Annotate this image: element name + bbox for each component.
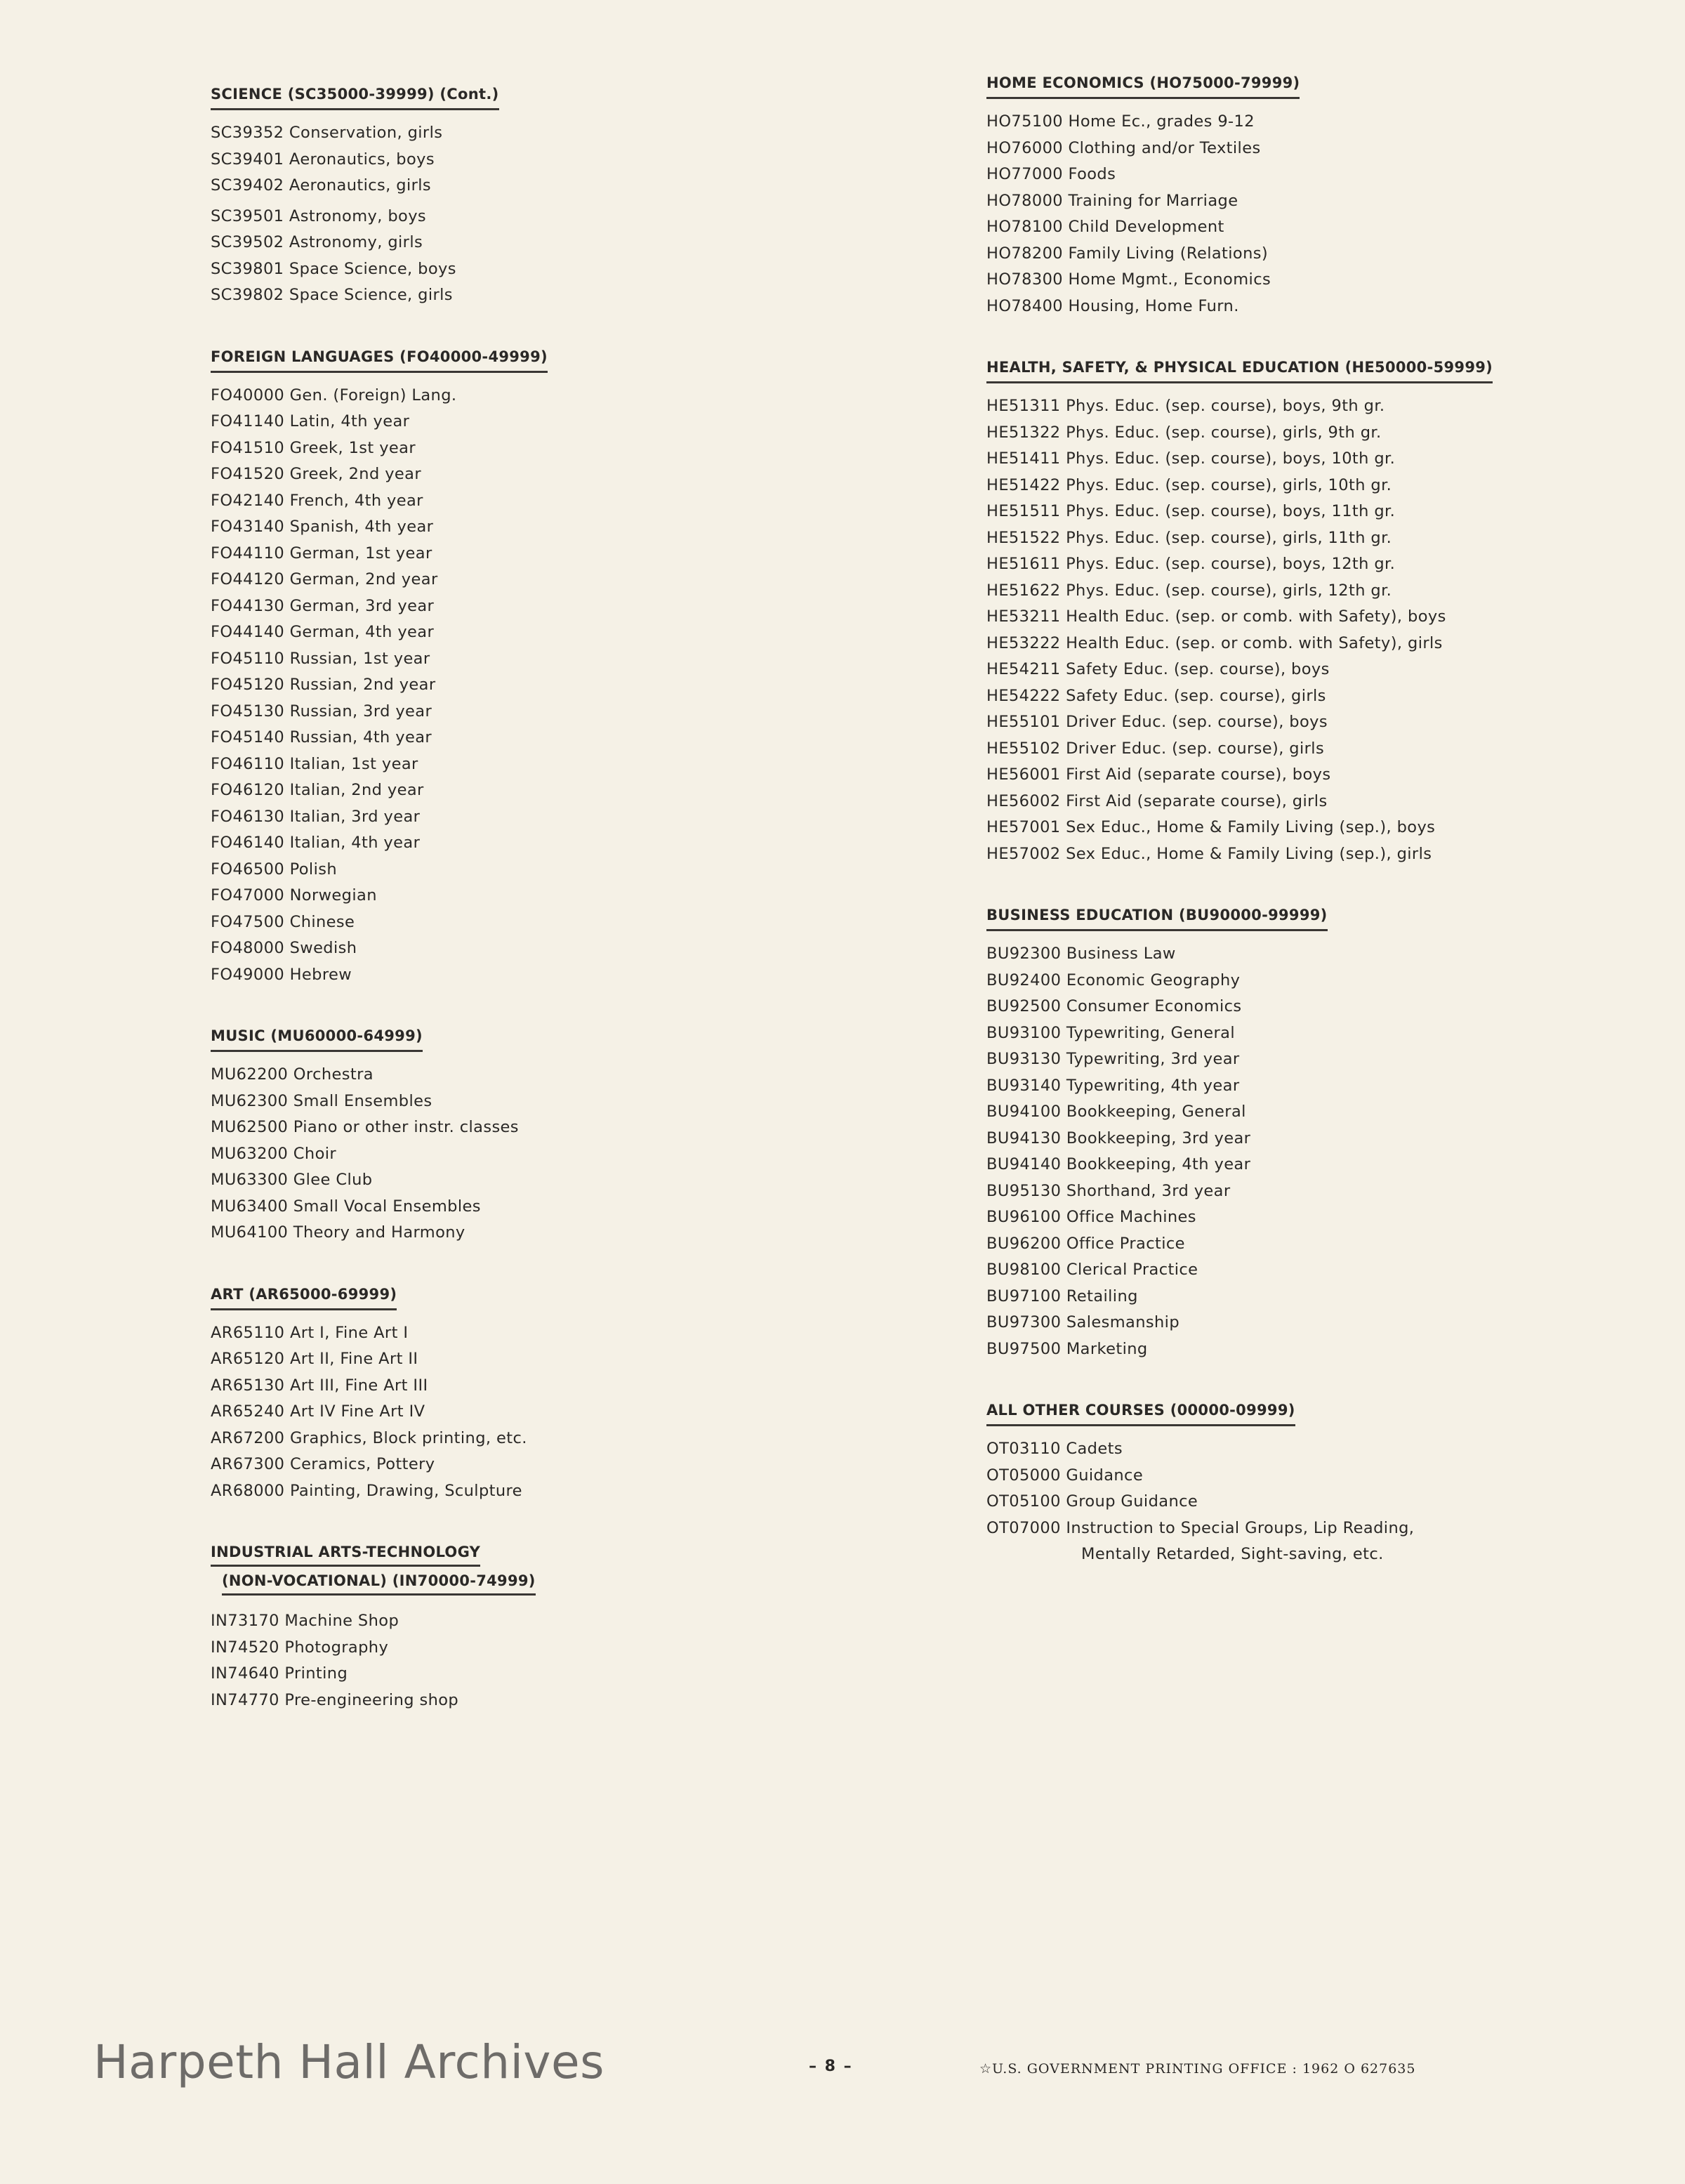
list-item: SC39502 Astronomy, girls xyxy=(211,233,423,251)
list-item: HE51422 Phys. Educ. (sep. course), girls, 10th gr. xyxy=(986,475,1392,494)
list-item: FO45140 Russian, 4th year xyxy=(211,728,432,746)
industrial-arts-section xyxy=(211,1542,948,1713)
archive-watermark: Harpeth Hall Archives xyxy=(93,2035,604,2089)
list-item: HO78400 Housing, Home Furn. xyxy=(986,296,1239,315)
list-item: MU62300 Small Ensembles xyxy=(211,1091,432,1110)
list-item: HE55101 Driver Educ. (sep. course), boys xyxy=(986,713,1328,731)
list-item: FO40000 Gen. (Foreign) Lang. xyxy=(211,386,457,404)
list-item: BU92500 Consumer Economics xyxy=(986,997,1242,1015)
list-item: HE53211 Health Educ. (sep. or comb. with Safety), boys xyxy=(986,607,1446,626)
list-item: OT05000 Guidance xyxy=(986,1466,1144,1485)
list-item: FO47500 Chinese xyxy=(211,912,355,931)
list-item: BU92300 Business Law xyxy=(986,945,1176,963)
list-item: AR67300 Ceramics, Pottery xyxy=(211,1455,435,1473)
list-item: OT03110 Cadets xyxy=(986,1440,1123,1458)
section-heading-business: BUSINESS EDUCATION (BU90000-99999) xyxy=(986,905,1328,931)
list-item: BU98100 Clerical Practice xyxy=(986,1261,1198,1279)
list-item: IN74520 Photography xyxy=(211,1638,389,1657)
list-item: AR65110 Art I, Fine Art I xyxy=(211,1323,409,1342)
list-item: AR65130 Art III, Fine Art III xyxy=(211,1376,428,1395)
printer-imprint: ☆U.S. GOVERNMENT PRINTING OFFICE : 1962 O 627635 xyxy=(979,2061,1416,2077)
science-list xyxy=(211,120,948,309)
heading-line-2: (NON-VOCATIONAL) (IN70000-74999) xyxy=(222,1571,536,1596)
list-item: HE51522 Phys. Educ. (sep. course), girls, 11th gr. xyxy=(986,528,1392,547)
section-heading-science: SCIENCE (SC35000-39999) (Cont.) xyxy=(211,84,499,110)
list-item: MU63300 Glee Club xyxy=(211,1171,373,1189)
art-section xyxy=(211,1284,948,1505)
health-pe-list xyxy=(986,393,1618,867)
section-heading-health-pe: HEALTH, SAFETY, & PHYSICAL EDUCATION (HE50000-59999) xyxy=(986,357,1493,383)
all-other-section xyxy=(986,1400,1618,1568)
list-item: BU94140 Bookkeeping, 4th year xyxy=(986,1155,1251,1173)
list-item: HE53222 Health Educ. (sep. or comb. with Safety), girls xyxy=(986,633,1443,652)
heading-line-1: INDUSTRIAL ARTS-TECHNOLOGY xyxy=(211,1542,480,1567)
list-item: FO46130 Italian, 3rd year xyxy=(211,807,421,826)
list-item: IN74770 Pre-engineering shop xyxy=(211,1690,459,1709)
list-item: BU94100 Bookkeeping, General xyxy=(986,1103,1246,1121)
right-column xyxy=(986,73,1618,1606)
list-item: BU96100 Office Machines xyxy=(986,1208,1196,1226)
section-heading-music: MUSIC (MU60000-64999) xyxy=(211,1026,423,1052)
list-item: BU93100 Typewriting, General xyxy=(986,1023,1236,1042)
list-item: AR65120 Art II, Fine Art II xyxy=(211,1350,418,1368)
health-pe-section xyxy=(986,357,1618,867)
section-heading-foreign-languages: FOREIGN LANGUAGES (FO40000-49999) xyxy=(211,347,548,373)
list-item: HE51322 Phys. Educ. (sep. course), girls, 9th gr. xyxy=(986,423,1382,442)
list-item: HO78200 Family Living (Relations) xyxy=(986,244,1269,263)
section-heading-all-other: ALL OTHER COURSES (00000-09999) xyxy=(986,1400,1295,1426)
list-item: BU93130 Typewriting, 3rd year xyxy=(986,1050,1240,1068)
list-item: FO46140 Italian, 4th year xyxy=(211,834,421,852)
art-list xyxy=(211,1320,948,1505)
list-item: FO46110 Italian, 1st year xyxy=(211,754,418,773)
list-item: HE55102 Driver Educ. (sep. course), girls xyxy=(986,739,1325,758)
list-item: HE51611 Phys. Educ. (sep. course), boys, 12th gr. xyxy=(986,555,1396,573)
list-item: HE56002 First Aid (separate course), girls xyxy=(986,791,1328,810)
business-section xyxy=(986,905,1618,1362)
list-item: AR68000 Painting, Drawing, Sculpture xyxy=(211,1481,522,1500)
list-item: HE57002 Sex Educ., Home & Family Living (sep.), girls xyxy=(986,844,1432,863)
music-section xyxy=(211,1026,948,1246)
list-item: FO41520 Greek, 2nd year xyxy=(211,465,421,483)
list-item: AR65240 Art IV Fine Art IV xyxy=(211,1402,425,1421)
page-number: – 8 – xyxy=(809,2058,853,2075)
foreign-languages-section xyxy=(211,347,948,989)
list-item: FO41140 Latin, 4th year xyxy=(211,412,410,430)
list-item: SC39402 Aeronautics, girls xyxy=(211,176,432,195)
home-economics-section xyxy=(986,73,1618,320)
list-item: MU64100 Theory and Harmony xyxy=(211,1223,465,1242)
list-item: HO78300 Home Mgmt., Economics xyxy=(986,270,1271,289)
list-item: HE51311 Phys. Educ. (sep. course), boys, 9th gr. xyxy=(986,397,1385,415)
list-item: BU94130 Bookkeeping, 3rd year xyxy=(986,1129,1251,1147)
foreign-languages-list xyxy=(211,383,948,989)
list-item: SC39801 Space Science, boys xyxy=(211,259,456,278)
list-item: FO47000 Norwegian xyxy=(211,886,377,904)
list-item: HO78100 Child Development xyxy=(986,218,1224,236)
list-item: FO49000 Hebrew xyxy=(211,965,352,984)
list-item: BU92400 Economic Geography xyxy=(986,971,1241,989)
list-item: BU97100 Retailing xyxy=(986,1287,1138,1305)
list-item: SC39401 Aeronautics, boys xyxy=(211,150,435,169)
list-item: SC39352 Conservation, girls xyxy=(211,124,443,142)
list-item: BU97500 Marketing xyxy=(986,1339,1148,1358)
list-item: BU93140 Typewriting, 4th year xyxy=(986,1076,1240,1095)
section-heading-industrial-arts xyxy=(211,1542,948,1596)
industrial-arts-list xyxy=(211,1608,948,1713)
science-section xyxy=(211,84,948,309)
list-item: FO48000 Swedish xyxy=(211,939,357,957)
left-column xyxy=(211,84,948,1751)
list-item: IN74640 Printing xyxy=(211,1664,348,1683)
list-item: FO44130 German, 3rd year xyxy=(211,596,435,615)
list-item: HO77000 Foods xyxy=(986,165,1116,183)
list-item: FO44140 German, 4th year xyxy=(211,623,435,641)
list-item: HE54211 Safety Educ. (sep. course), boys xyxy=(986,660,1330,678)
list-item: MU62500 Piano or other instr. classes xyxy=(211,1118,519,1136)
list-item: HO75100 Home Ec., grades 9-12 xyxy=(986,112,1255,131)
list-item: FO46500 Polish xyxy=(211,860,337,879)
business-list xyxy=(986,941,1618,1362)
list-item: HE51511 Phys. Educ. (sep. course), boys, 11th gr. xyxy=(986,502,1396,520)
list-item: BU96200 Office Practice xyxy=(986,1234,1185,1253)
home-economics-list xyxy=(986,109,1618,320)
list-item: HE56001 First Aid (separate course), boys xyxy=(986,765,1331,784)
list-item: OT05100 Group Guidance xyxy=(986,1492,1198,1511)
list-item: HO78000 Training for Marriage xyxy=(986,191,1238,210)
list-item: FO42140 French, 4th year xyxy=(211,491,423,510)
list-item: FO44110 German, 1st year xyxy=(211,544,432,563)
list-item: MU63200 Choir xyxy=(211,1144,337,1163)
list-item: FO45110 Russian, 1st year xyxy=(211,649,430,668)
list-item: FO44120 German, 2nd year xyxy=(211,570,438,588)
list-item: FO43140 Spanish, 4th year xyxy=(211,518,434,536)
list-item: HE57001 Sex Educ., Home & Family Living (sep.), boys xyxy=(986,818,1436,836)
list-item: MU62200 Orchestra xyxy=(211,1065,374,1084)
list-item: SC39802 Space Science, girls xyxy=(211,286,453,304)
list-item: SC39501 Astronomy, boys xyxy=(211,206,427,225)
section-heading-art: ART (AR65000-69999) xyxy=(211,1284,397,1310)
list-item: AR67200 Graphics, Block printing, etc. xyxy=(211,1428,527,1447)
list-item-continuation: Mentally Retarded, Sight-saving, etc. xyxy=(1081,1545,1384,1563)
list-item: FO41510 Greek, 1st year xyxy=(211,438,416,457)
list-item: FO45130 Russian, 3rd year xyxy=(211,702,432,721)
section-heading-home-economics: HOME ECONOMICS (HO75000-79999) xyxy=(986,73,1300,99)
list-item: OT07000 Instruction to Special Groups, Lip Reading, xyxy=(986,1518,1415,1537)
list-item: HE51411 Phys. Educ. (sep. course), boys, 10th gr. xyxy=(986,449,1396,468)
list-item: HE51622 Phys. Educ. (sep. course), girls, 12th gr. xyxy=(986,581,1392,600)
list-item: MU63400 Small Vocal Ensembles xyxy=(211,1197,481,1216)
list-item: HO76000 Clothing and/or Textiles xyxy=(986,138,1261,157)
all-other-list xyxy=(986,1436,1618,1568)
list-item: FO45120 Russian, 2nd year xyxy=(211,676,436,694)
list-item: IN73170 Machine Shop xyxy=(211,1612,399,1630)
list-item: BU97300 Salesmanship xyxy=(986,1313,1180,1331)
list-item: HE54222 Safety Educ. (sep. course), girls xyxy=(986,686,1326,705)
list-item: FO46120 Italian, 2nd year xyxy=(211,781,424,799)
list-item: BU95130 Shorthand, 3rd year xyxy=(986,1181,1231,1200)
music-list xyxy=(211,1062,948,1246)
